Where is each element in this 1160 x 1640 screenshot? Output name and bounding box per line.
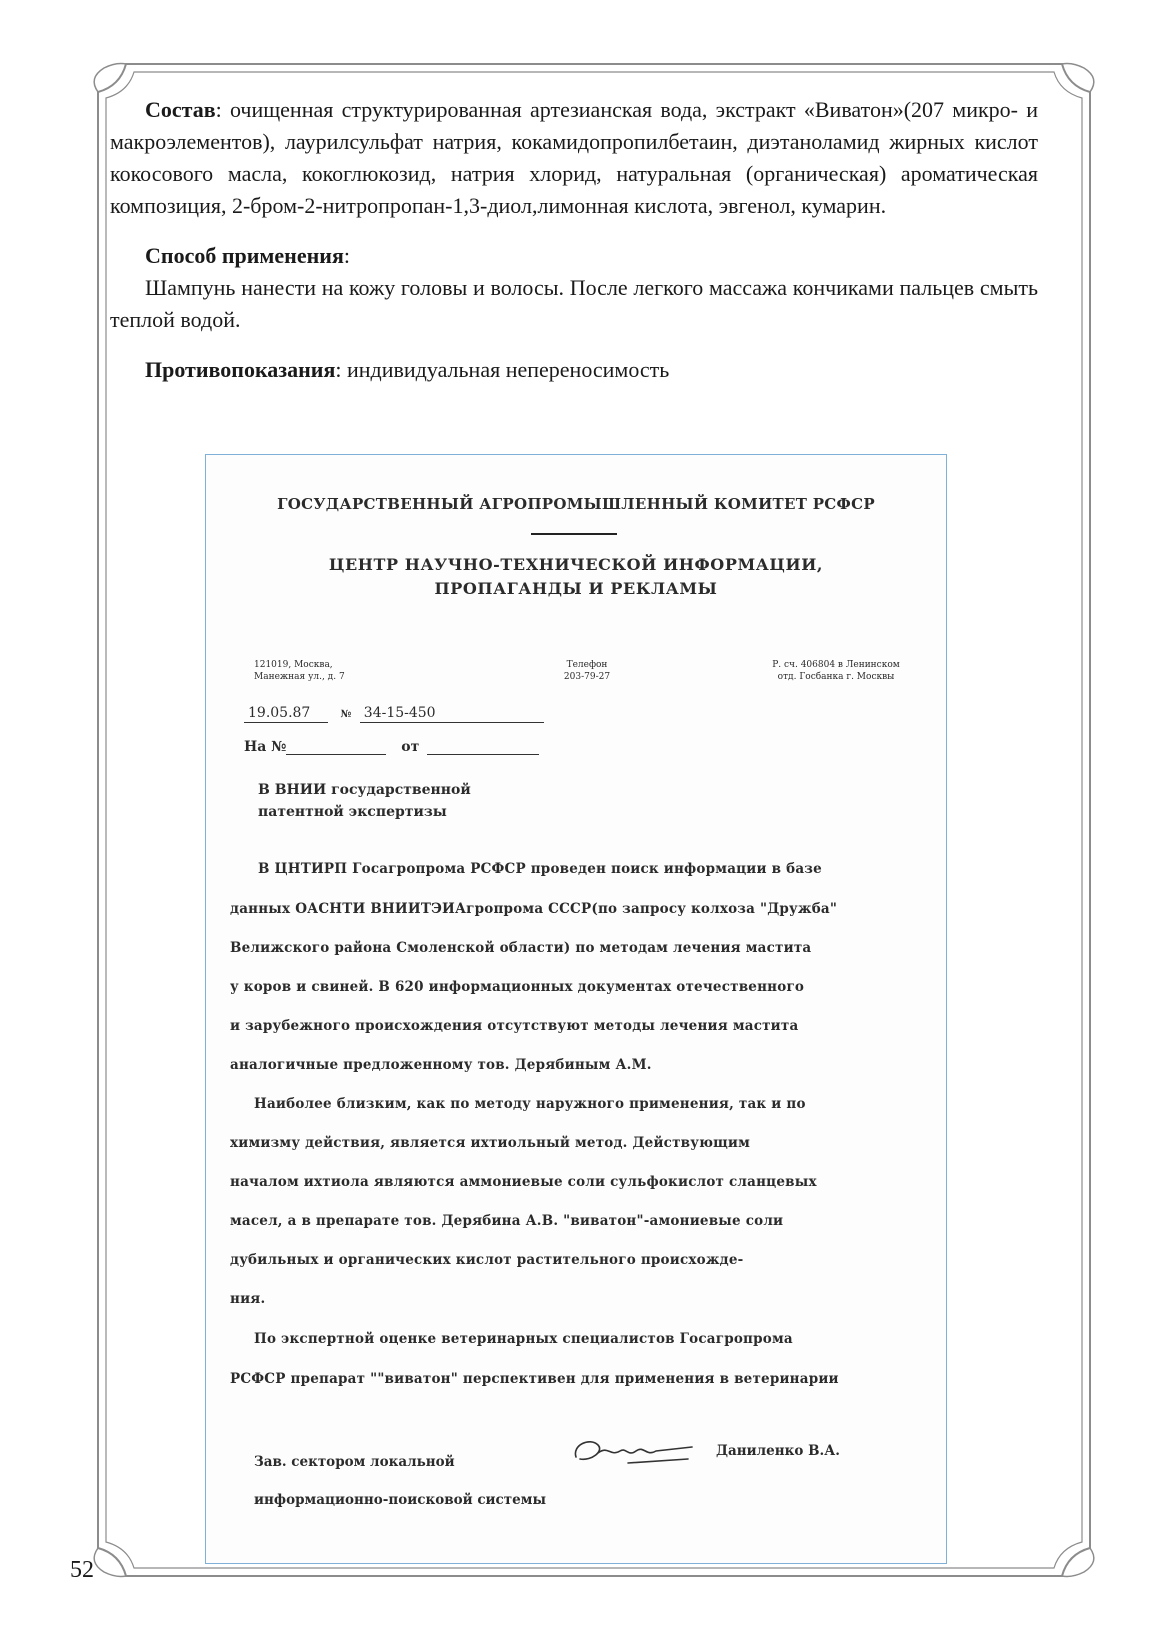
letter-center-line2: ПРОПАГАНДЫ И РЕКЛАМЫ — [434, 579, 718, 598]
body-line: началом ихтиола являются аммониевые соли сульфокислот сланцевых — [230, 1174, 817, 1190]
signer-name: Даниленко В.А. — [716, 1443, 840, 1459]
signer-title-line2: информационно-поисковой системы — [254, 1492, 546, 1508]
number-sign: № — [340, 709, 352, 720]
ref-number-blank — [286, 740, 386, 755]
signer-title — [254, 1443, 546, 1519]
body-line: Наиболее близким, как по методу наружного применения, так и по — [254, 1096, 806, 1112]
composition-label: Состав — [145, 97, 216, 122]
ref-date-blank — [427, 740, 539, 755]
letter-agency: ГОСУДАРСТВЕННЫЙ АГРОПРОМЫШЛЕННЫЙ КОМИТЕТ РСФСР — [277, 495, 875, 513]
letter-date-row — [244, 705, 544, 723]
usage-heading — [110, 240, 1038, 272]
phone-label: Телефон — [566, 660, 608, 670]
letter-recipient — [258, 779, 471, 823]
recipient-line1: В ВНИИ государственной — [258, 782, 471, 798]
usage-colon: : — [343, 243, 350, 268]
letter-bank — [751, 659, 921, 683]
contraindications-paragraph — [110, 354, 1038, 386]
body-line: дубильных и органических кислот растительного происхожде- — [230, 1252, 744, 1268]
page-number: 52 — [70, 1557, 94, 1583]
body-line: и зарубежного происхождения отсутствуют методы лечения мастита — [230, 1018, 799, 1034]
letter-date: 19.05.87 — [244, 705, 328, 723]
letter-center-name — [206, 553, 946, 601]
bank-line2: отд. Госбанка г. Москвы — [777, 672, 895, 682]
recipient-line2: патентной экспертизы — [258, 804, 447, 820]
usage-text: Шампунь нанести на кожу головы и волосы. После легкого массажа кончиками пальцев смыть теплой водой. — [110, 275, 1038, 332]
ref-from: от — [401, 739, 420, 755]
body-line: аналогичные предложенному тов. Дерябиным А.М. — [230, 1057, 652, 1073]
letter-phone — [542, 659, 632, 683]
letter-center-line1: ЦЕНТР НАУЧНО-ТЕХНИЧЕСКОЙ ИНФОРМАЦИИ, — [328, 555, 824, 574]
letter-divider — [531, 533, 617, 535]
contraindications-label: Противопоказания — [145, 357, 336, 382]
body-line: Велижского района Смоленской области) по методам лечения мастита — [230, 940, 812, 956]
body-line: В ЦНТИРП Госагропрома РСФСР проведен поиск информации в базе — [258, 861, 822, 877]
usage-label: Способ применения — [145, 243, 344, 268]
signer-title-line1: Зав. сектором локальной — [254, 1454, 455, 1470]
scanned-letter — [205, 454, 947, 1564]
address-line1: 121019, Москва, — [254, 660, 333, 670]
address-line2: Манежная ул., д. 7 — [254, 672, 345, 682]
phone-number: 203-79-27 — [563, 672, 611, 682]
composition-text: : очищенная структурированная артезианская вода, экстракт «Виватон»(207 микро- и макроэлементов), лаурилсульфат натрия, кокамидопропилбетаин, диэтаноламид жирных кислот кокосового масла, кокоглюкозид, натрия хлорид, натуральная (органическая) ароматическая композиция, 2-бром-2-нитропропан-1,3-диол,лимонная кислота, эвгенол, кумарин. — [110, 97, 1038, 218]
ref-label: На № — [244, 739, 287, 755]
letter-number: 34-15-450 — [360, 705, 544, 723]
handwritten-signature — [568, 1431, 698, 1471]
letter-ref-row — [244, 739, 539, 755]
body-line: По экспертной оценке ветеринарных специалистов Госагропрома — [254, 1331, 793, 1347]
letter-address — [254, 659, 404, 683]
body-line: химизму действия, является ихтиольный метод. Действующим — [230, 1135, 751, 1151]
composition-paragraph — [110, 94, 1038, 222]
body-line: ния. — [230, 1291, 266, 1307]
body-line: данных ОАСНТИ ВНИИТЭИАгропрома СССР(по запросу колхоза "Дружба" — [230, 901, 838, 917]
bank-line1: Р. сч. 406804 в Ленинском — [772, 660, 900, 670]
body-line: у коров и свиней. В 620 информационных документах отечественного — [230, 979, 805, 995]
contraindications-text: : индивидуальная непереносимость — [335, 357, 670, 382]
intro-text — [110, 94, 1038, 386]
body-line: РСФСР препарат ""виватон" перспективен для применения в ветеринарии — [230, 1371, 839, 1387]
body-line: масел, а в препарате тов. Дерябина А.В. "виватон"-амониевые соли — [230, 1213, 784, 1229]
